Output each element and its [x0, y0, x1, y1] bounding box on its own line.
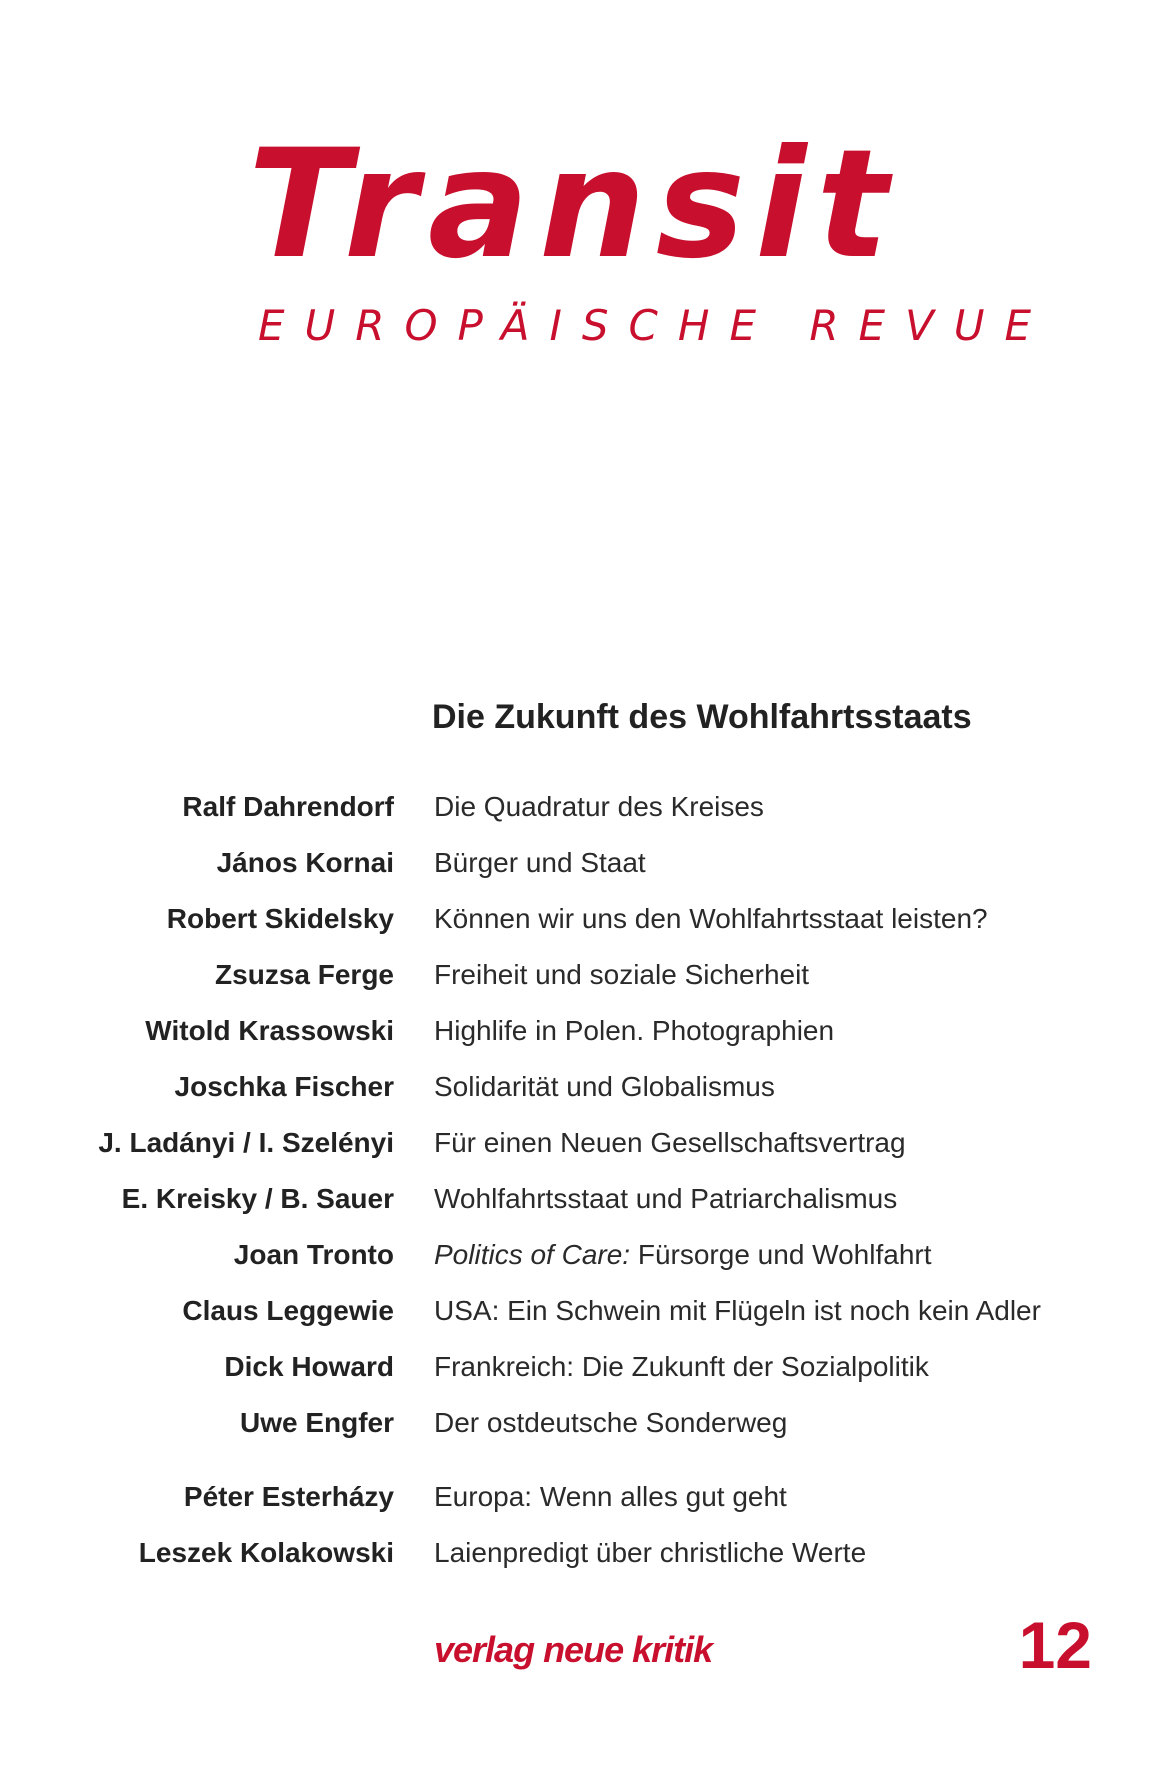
toc-title: Wohlfahrtsstaat und Patriarchalismus [434, 1183, 898, 1214]
toc-author: János Kornai [216, 847, 394, 878]
toc-row [0, 1293, 1162, 1349]
journal-title: Transit [248, 118, 899, 292]
toc-title-italic: Politics of Care: [434, 1239, 631, 1270]
toc-author: Ralf Dahrendorf [182, 791, 394, 822]
toc-row [0, 1405, 1162, 1461]
toc-title: Können wir uns den Wohlfahrtsstaat leisten? [434, 903, 988, 934]
toc-title: Für einen Neuen Gesellschaftsvertrag [434, 1127, 906, 1158]
toc-author: Witold Krassowski [145, 1015, 394, 1046]
toc-author: Dick Howard [224, 1351, 394, 1382]
table-of-contents [0, 789, 1162, 1591]
toc-author: Robert Skidelsky [166, 903, 394, 934]
toc-row [0, 1349, 1162, 1405]
toc-row [0, 845, 1162, 901]
publisher-name: verlag neue kritik [434, 1629, 713, 1670]
toc-title: Der ostdeutsche Sonderweg [434, 1407, 788, 1438]
toc-author: Joan Tronto [233, 1239, 394, 1270]
toc-title: Bürger und Staat [434, 847, 646, 878]
journal-subtitle: EUROPÄISCHE REVUE [258, 301, 1052, 350]
toc-row [0, 1125, 1162, 1181]
toc-row [0, 1479, 1162, 1535]
issue-theme: Die Zukunft des Wohlfahrtsstaats [432, 698, 972, 736]
toc-author: J. Ladányi / I. Szelényi [98, 1127, 394, 1158]
toc-title: Die Quadratur des Kreises [434, 791, 764, 822]
issue-number: 12 [1018, 1608, 1092, 1682]
toc-author: Péter Esterházy [183, 1481, 394, 1512]
toc-title: USA: Ein Schwein mit Flügeln ist noch kein Adler [434, 1295, 1041, 1326]
toc-title: Solidarität und Globalismus [434, 1071, 775, 1102]
toc-row [0, 1069, 1162, 1125]
toc-title: Highlife in Polen. Photographien [434, 1015, 835, 1046]
toc-title: Freiheit und soziale Sicherheit [434, 959, 810, 990]
toc-title: Europa: Wenn alles gut geht [434, 1481, 787, 1512]
toc-title: Laienpredigt über christliche Werte [434, 1537, 867, 1568]
toc-row [0, 1013, 1162, 1069]
toc-author: Claus Leggewie [182, 1295, 394, 1326]
toc-row [0, 1181, 1162, 1237]
toc-title [434, 1237, 932, 1273]
toc-row [0, 1237, 1162, 1293]
toc-author: E. Kreisky / B. Sauer [121, 1183, 394, 1214]
toc-row [0, 1535, 1162, 1591]
toc-author: Zsuzsa Ferge [215, 959, 394, 990]
toc-title-rest: Fürsorge und Wohlfahrt [630, 1239, 932, 1270]
toc-row [0, 901, 1162, 957]
toc-row [0, 789, 1162, 845]
toc-author: Leszek Kolakowski [138, 1537, 394, 1568]
toc-row [0, 957, 1162, 1013]
toc-author: Joschka Fischer [174, 1071, 394, 1102]
toc-title: Frankreich: Die Zukunft der Sozialpolitik [434, 1351, 929, 1382]
toc-author: Uwe Engfer [239, 1407, 394, 1438]
